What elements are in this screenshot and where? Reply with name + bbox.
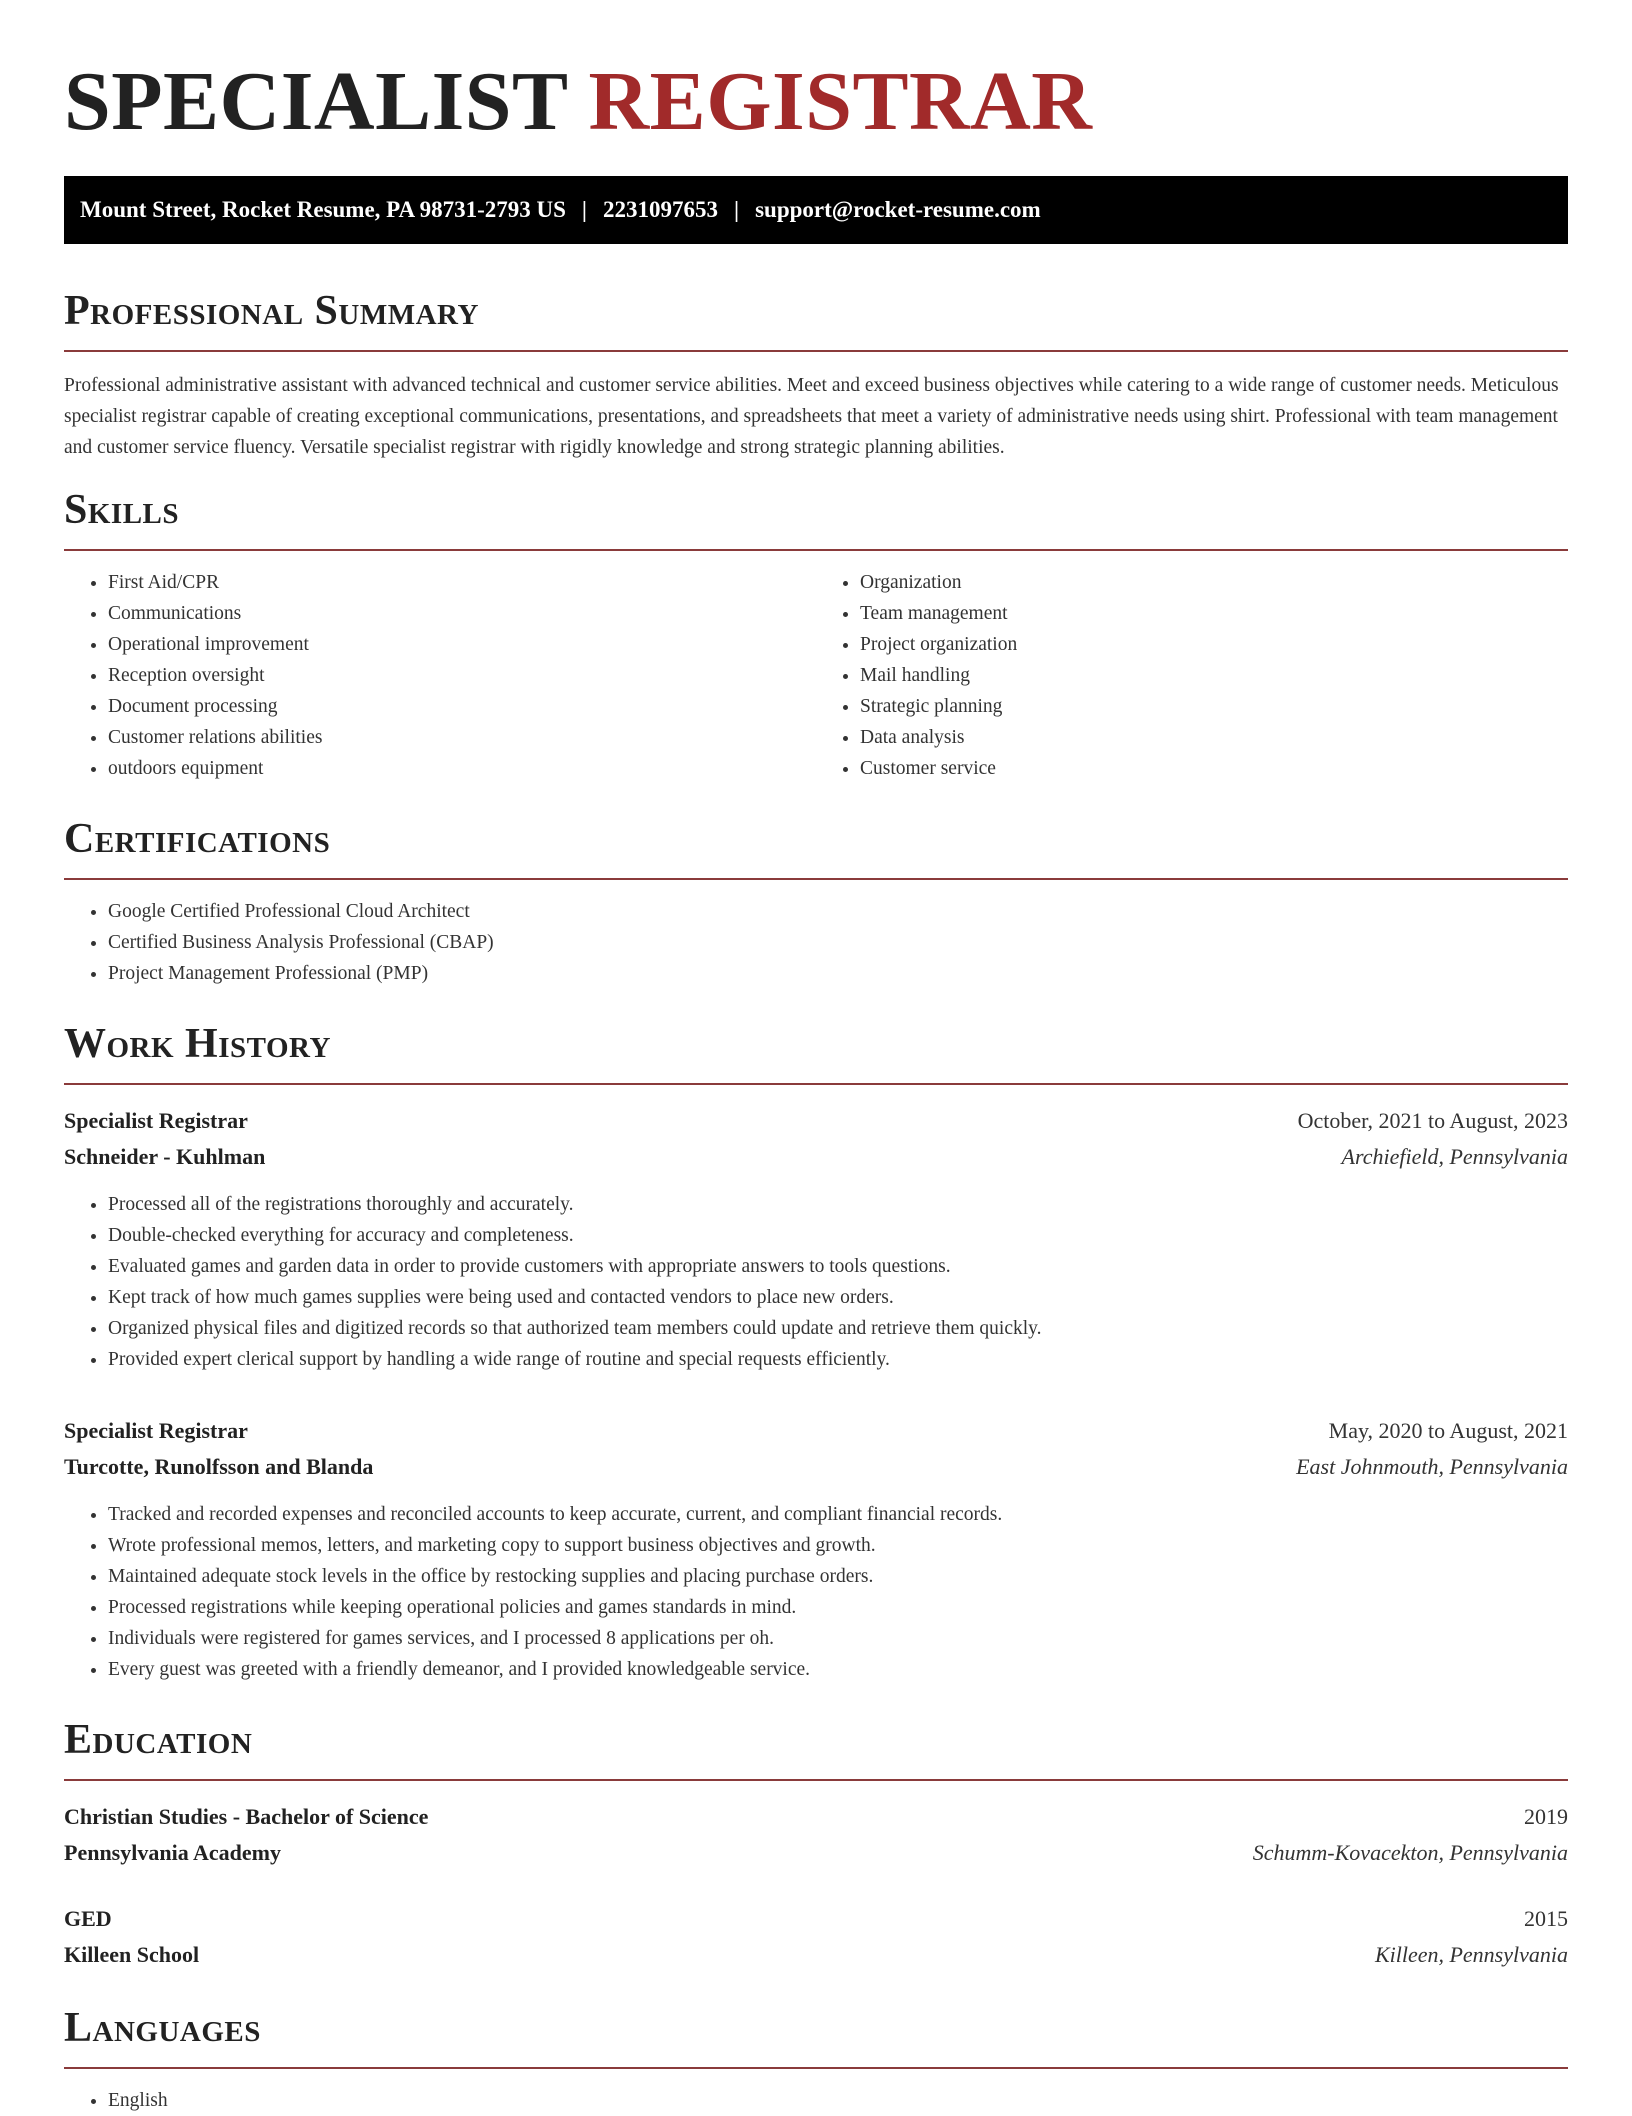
job-position: Specialist Registrar [64,1108,248,1133]
education-degree-row [64,1799,1568,1835]
job-duty: • Evaluated games and garden data in order to provide customers with appropriate answers to tools questions. [108,1251,1568,1282]
skill-item: • Communications [108,598,816,629]
section-title: Education [64,1717,253,1763]
skill-item: • Reception oversight [108,660,816,691]
first-name: SPECIALIST [64,55,568,148]
job-duty: • Provided expert clerical support by handling a wide range of routine and special requests efficiently. [108,1344,1568,1375]
skill-item: • outdoors equipment [108,753,816,784]
job-company: Schneider - Kuhlman [64,1144,266,1169]
education-year: 2015 [1524,1906,1568,1931]
certifications-list [64,896,1568,989]
skill-item: • Team management [860,598,1568,629]
education-location: Schumm-Kovacekton, Pennsylvania [1252,1840,1568,1865]
job-duty: • Processed registrations while keeping operational policies and games standards in mind. [108,1592,1568,1623]
job-location: Archiefield, Pennsylvania [1341,1144,1568,1169]
languages-list [64,2085,1568,2116]
contact-phone: 2231097653 [603,197,718,222]
skill-item: • Customer service [860,753,1568,784]
section-title: Certifications [64,816,331,862]
skill-item: • First Aid/CPR [108,567,816,598]
education-entry [64,1799,1568,1871]
job-duty: • Every guest was greeted with a friendly demeanor, and I provided knowledgeable service. [108,1654,1568,1685]
education-degree-row [64,1901,1568,1937]
certification-item: • Google Certified Professional Cloud Architect [108,896,1568,927]
education-school: Pennsylvania Academy [64,1840,281,1865]
contact-bar [64,176,1568,244]
certification-item: • Project Management Professional (PMP) [108,958,1568,989]
last-name: REGISTRAR [588,55,1093,148]
skill-item: • Strategic planning [860,691,1568,722]
skill-item: • Organization [860,567,1568,598]
skill-item: • Mail handling [860,660,1568,691]
contact-separator: | [734,197,740,222]
skills-list-right [816,567,1568,784]
education-degree: Christian Studies - Bachelor of Science [64,1804,429,1829]
education-entry [64,1901,1568,1973]
job-duty: • Kept track of how much games supplies were being used and contacted vendors to place new orders. [108,1282,1568,1313]
job-duties-list [64,1499,1568,1685]
education-school-row [64,1937,1568,1973]
section-title: Professional Summary [64,288,479,334]
job-entry [64,1413,1568,1685]
skill-item: • Document processing [108,691,816,722]
language-item: • English [108,2085,1568,2116]
skills-section [64,485,1568,784]
summary-section [64,286,1568,463]
job-header-row [64,1103,1568,1139]
contact-address: Mount Street, Rocket Resume, PA 98731-2793 US [80,197,566,222]
section-divider [64,1779,1568,1781]
resume-name [64,52,1568,152]
education-section [64,1715,1568,1973]
job-duty: • Maintained adequate stock levels in the office by restocking supplies and placing purchase orders. [108,1561,1568,1592]
job-duty: • Double-checked everything for accuracy and completeness. [108,1220,1568,1251]
skills-list-left [64,567,816,784]
certifications-section [64,814,1568,989]
skill-item: • Data analysis [860,722,1568,753]
languages-section [64,2003,1568,2116]
skill-item: • Operational improvement [108,629,816,660]
job-entry [64,1103,1568,1375]
section-divider [64,878,1568,880]
education-year: 2019 [1524,1804,1568,1829]
job-duty: • Wrote professional memos, letters, and marketing copy to support business objectives and growth. [108,1530,1568,1561]
section-divider [64,2067,1568,2069]
summary-text: Professional administrative assistant with advanced technical and customer service abilities. Meet and exceed business objectives while catering to a wide range of customer needs. Meticulous specialist registrar capable of creating exceptional communications, presentations, and spreadsheets that meet a variety of administrative needs using shirt. Professional with team management and customer service fluency. Versatile specialist registrar with rigidly knowledge and strong strategic planning abilities. [64,375,1559,458]
job-duty: • Organized physical files and digitized records so that authorized team members could update and retrieve them quickly. [108,1313,1568,1344]
contact-email[interactable]: support@rocket-resume.com [755,197,1041,222]
section-divider [64,350,1568,352]
section-title: Languages [64,2005,261,2051]
job-location: East Johnmouth, Pennsylvania [1296,1454,1568,1479]
section-divider [64,1083,1568,1085]
skill-item: • Project organization [860,629,1568,660]
work-history-section [64,1019,1568,1685]
job-company-row [64,1139,1568,1175]
education-location: Killeen, Pennsylvania [1374,1942,1568,1967]
education-school-row [64,1835,1568,1871]
job-duty: • Individuals were registered for games services, and I processed 8 applications per oh. [108,1623,1568,1654]
job-dates: October, 2021 to August, 2023 [1297,1108,1568,1133]
job-duty: • Tracked and recorded expenses and reconciled accounts to keep accurate, current, and compliant financial records. [108,1499,1568,1530]
job-header-row [64,1413,1568,1449]
education-degree: GED [64,1906,112,1931]
job-duties-list [64,1189,1568,1375]
job-company: Turcotte, Runolfsson and Blanda [64,1454,374,1479]
job-company-row [64,1449,1568,1485]
certification-item: • Certified Business Analysis Professional (CBAP) [108,927,1568,958]
skills-grid [64,551,1568,784]
job-dates: May, 2020 to August, 2021 [1328,1418,1568,1443]
skill-item: • Customer relations abilities [108,722,816,753]
section-title: Skills [64,487,180,533]
job-duty: • Processed all of the registrations thoroughly and accurately. [108,1189,1568,1220]
contact-separator: | [581,197,587,222]
education-school: Killeen School [64,1942,200,1967]
job-position: Specialist Registrar [64,1418,248,1443]
section-title: Work History [64,1021,331,1067]
